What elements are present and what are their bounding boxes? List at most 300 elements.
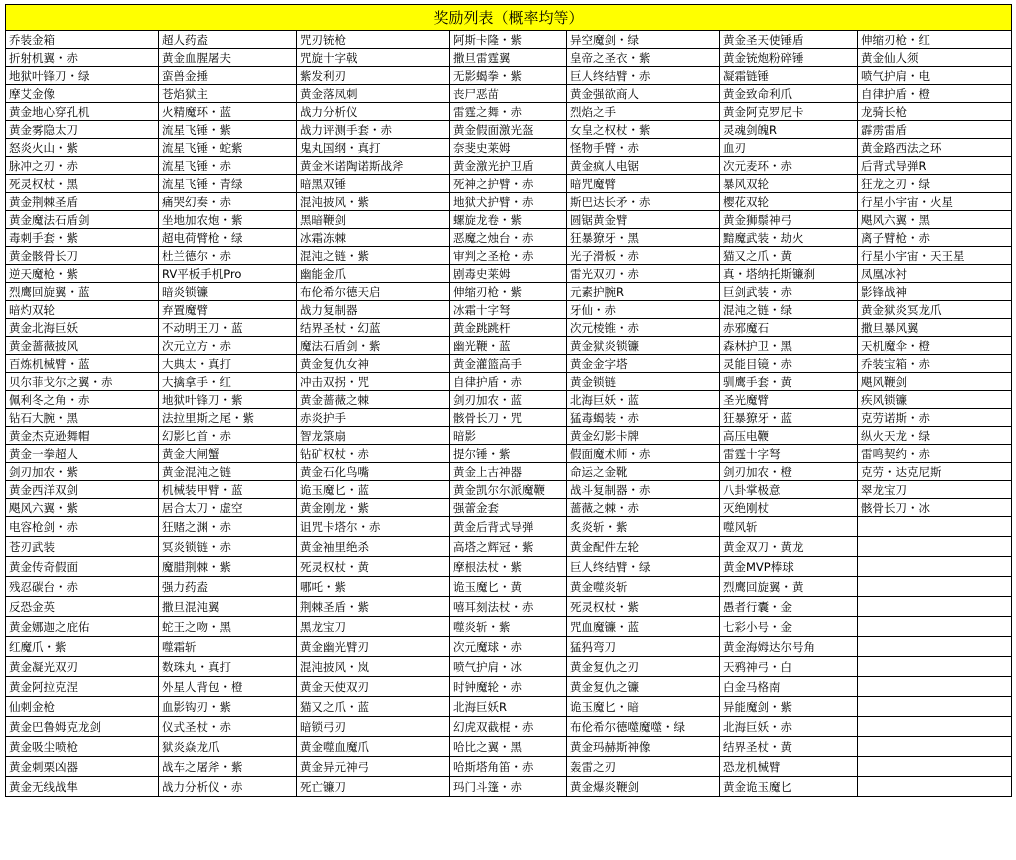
table-cell: 暗咒魔臂: [567, 175, 720, 193]
table-cell: 撒旦混沌翼: [159, 597, 297, 617]
table-cell: 超电荷臂枪・绿: [159, 229, 297, 247]
table-cell: 八卦掌极意: [720, 481, 858, 499]
table-cell: 诡玉魔匕・黄: [450, 577, 567, 597]
table-row: [6, 283, 1012, 301]
table-cell: 战力复制器: [297, 301, 450, 319]
table-cell: 猛犸弯刀: [567, 637, 720, 657]
table-cell: 黄金传奇假面: [6, 557, 159, 577]
table-cell: 黄金西洋双剑: [6, 481, 159, 499]
table-cell: 骸骨长刀・冰: [858, 499, 1012, 517]
table-cell: 魔腊荆棘・紫: [159, 557, 297, 577]
table-cell: 黄金MVP棒球: [720, 557, 858, 577]
table-cell: 外星人背包・橙: [159, 677, 297, 697]
table-cell: 真・塔纳托斯镰刹: [720, 265, 858, 283]
table-cell: 黄金落凤刺: [297, 85, 450, 103]
table-cell: 元素护腕R: [567, 283, 720, 301]
table-cell: 混沌披风・紫: [297, 193, 450, 211]
table-cell: 结界圣杖・黄: [720, 737, 858, 757]
table-cell: 黄金凯尔尔派魔鞭: [450, 481, 567, 499]
table-cell: 坐地加农炮・紫: [159, 211, 297, 229]
reward-table: [5, 4, 1012, 797]
table-cell: 愚者行囊・金: [720, 597, 858, 617]
table-cell: 烈鹰回旋翼・黄: [720, 577, 858, 597]
table-cell: 猫又之爪・黄: [720, 247, 858, 265]
table-row: [6, 637, 1012, 657]
table-cell: 烈焰之手: [567, 103, 720, 121]
table-cell: 飓风六翼・黑: [858, 211, 1012, 229]
table-cell: 黄金刺栗凶器: [6, 757, 159, 777]
table-cell: 黄金娜迦之庇佑: [6, 617, 159, 637]
table-row: [6, 355, 1012, 373]
table-cell: 黄金刚龙・紫: [297, 499, 450, 517]
table-cell: 后背式导弹R: [858, 157, 1012, 175]
table-row: [6, 517, 1012, 537]
table-cell: 森林护卫・黑: [720, 337, 858, 355]
table-cell: 猛毒蝎装・赤: [567, 409, 720, 427]
table-row: [6, 617, 1012, 637]
table-cell: 自律护盾・橙: [858, 85, 1012, 103]
table-row: [6, 445, 1012, 463]
table-cell: 地狱叶锋刀・紫: [159, 391, 297, 409]
table-cell: 鬼丸国纲・真打: [297, 139, 450, 157]
table-cell: 黑暗鞭剑: [297, 211, 450, 229]
table-cell: 黄金狱炎冥龙爪: [858, 301, 1012, 319]
table-cell: [858, 577, 1012, 597]
table-cell: 克劳・达克尼斯: [858, 463, 1012, 481]
table-cell: 无影蝎拳・紫: [450, 67, 567, 85]
table-cell: 狂暴獠牙・蓝: [720, 409, 858, 427]
table-cell: 黄金强欲商人: [567, 85, 720, 103]
table-cell: 异空魔剑・绿: [567, 31, 720, 49]
table-row: [6, 175, 1012, 193]
table-row: [6, 103, 1012, 121]
title-row: [6, 5, 1012, 31]
table-cell: [858, 757, 1012, 777]
table-cell: 黄金天使双刃: [297, 677, 450, 697]
table-row: [6, 373, 1012, 391]
table-cell: 蛮兽金捶: [159, 67, 297, 85]
table-cell: 黄金配件左轮: [567, 537, 720, 557]
table-cell: 暗黑双锤: [297, 175, 450, 193]
table-cell: 黄金激光护卫盾: [450, 157, 567, 175]
table-cell: 剧毒史莱姆: [450, 265, 567, 283]
table-cell: 黄金异元神弓: [297, 757, 450, 777]
table-cell: 克劳诺斯・赤: [858, 409, 1012, 427]
table-cell: 黯魔武装・劫火: [720, 229, 858, 247]
table-cell: 喷气护肩・电: [858, 67, 1012, 85]
table-row: [6, 737, 1012, 757]
table-cell: 反恐金英: [6, 597, 159, 617]
table-cell: 狂暴獠牙・黑: [567, 229, 720, 247]
table-cell: 巨剑武装・赤: [720, 283, 858, 301]
table-cell: 黄金幻影卡牌: [567, 427, 720, 445]
table-cell: 赤邪魔石: [720, 319, 858, 337]
table-cell: 佩利冬之角・赤: [6, 391, 159, 409]
table-cell: 灵魂剑魄R: [720, 121, 858, 139]
table-cell: 黄金荆棘圣盾: [6, 193, 159, 211]
table-cell: 死灵权杖・黄: [297, 557, 450, 577]
table-cell: 驯鹰手套・黄: [720, 373, 858, 391]
table-cell: [858, 657, 1012, 677]
table-cell: 哈比之翼・黑: [450, 737, 567, 757]
table-cell: 审判之圣枪・赤: [450, 247, 567, 265]
table-cell: 贝尔菲戈尔之翼・赤: [6, 373, 159, 391]
table-cell: 布伦希尔德天启: [297, 283, 450, 301]
table-cell: 数珠丸・真打: [159, 657, 297, 677]
table-cell: 咒刃铳枪: [297, 31, 450, 49]
table-cell: RV平板手机Pro: [159, 265, 297, 283]
table-row: [6, 777, 1012, 797]
table-row: [6, 337, 1012, 355]
table-cell: 龙骑长枪: [858, 103, 1012, 121]
table-cell: 混沌之链・绿: [720, 301, 858, 319]
table-cell: 怒炎火山・紫: [6, 139, 159, 157]
table-cell: 苍焰狱主: [159, 85, 297, 103]
table-cell: 高塔之辉冠・紫: [450, 537, 567, 557]
table-cell: 结界圣杖・幻蓝: [297, 319, 450, 337]
table-cell: 雷鸣契约・赤: [858, 445, 1012, 463]
table-cell: 乔装金箱: [6, 31, 159, 49]
table-cell: 牙仙・赤: [567, 301, 720, 319]
table-cell: 黄金北海巨妖: [6, 319, 159, 337]
table-cell: 诡玉魔匕・蓝: [297, 481, 450, 499]
table-row: [6, 229, 1012, 247]
table-cell: 黄金幽光臂刃: [297, 637, 450, 657]
table-row: [6, 557, 1012, 577]
table-cell: 黄金灌篮高手: [450, 355, 567, 373]
table-row: [6, 409, 1012, 427]
table-cell: 大擒拿手・红: [159, 373, 297, 391]
table-cell: 电容枪剑・赤: [6, 517, 159, 537]
table-cell: 荆棘圣盾・紫: [297, 597, 450, 617]
table-row: [6, 319, 1012, 337]
table-cell: 奈斐史莱姆: [450, 139, 567, 157]
table-row: [6, 193, 1012, 211]
table-cell: 幽光鞭・蓝: [450, 337, 567, 355]
table-cell: 圆锯黄金臂: [567, 211, 720, 229]
table-row: [6, 157, 1012, 175]
table-title: 奖励列表（概率均等）: [6, 5, 1012, 31]
table-cell: 圣光魔臂: [720, 391, 858, 409]
table-cell: 炙炎斩・紫: [567, 517, 720, 537]
table-cell: 灵能目镜・赤: [720, 355, 858, 373]
table-cell: 折射机翼・赤: [6, 49, 159, 67]
table-cell: 战力分析仪・赤: [159, 777, 297, 797]
table-cell: 居合太刀・虚空: [159, 499, 297, 517]
table-cell: 怪物手臂・赤: [567, 139, 720, 157]
table-cell: 剑刃加农・紫: [6, 463, 159, 481]
table-cell: 黄金复仇女神: [297, 355, 450, 373]
table-row: [6, 391, 1012, 409]
table-cell: 乔装宝箱・赤: [858, 355, 1012, 373]
table-cell: 剑刃加农・橙: [720, 463, 858, 481]
table-row: [6, 31, 1012, 49]
table-row: [6, 211, 1012, 229]
table-cell: 黄金袖里绝杀: [297, 537, 450, 557]
table-cell: 摩根法杖・紫: [450, 557, 567, 577]
table-cell: 北海巨妖・赤: [720, 717, 858, 737]
table-cell: 紫发利刃: [297, 67, 450, 85]
table-cell: [858, 677, 1012, 697]
table-cell: 离子臂枪・赤: [858, 229, 1012, 247]
table-cell: 黄金诡玉魔匕: [720, 777, 858, 797]
table-cell: 黄金金字塔: [567, 355, 720, 373]
table-cell: 智龙箓扇: [297, 427, 450, 445]
table-cell: 飓风鞭剑: [858, 373, 1012, 391]
table-cell: 黄金雾隐太刀: [6, 121, 159, 139]
table-cell: 剑刃加农・蓝: [450, 391, 567, 409]
table-cell: 布伦希尔德噬魔噬・绿: [567, 717, 720, 737]
table-cell: 黄金假面激光盔: [450, 121, 567, 139]
table-cell: 樱花双轮: [720, 193, 858, 211]
table-cell: 黄金疯人电锯: [567, 157, 720, 175]
table-row: [6, 577, 1012, 597]
table-cell: 狂赌之渊・赤: [159, 517, 297, 537]
table-cell: 黄金爆炎鞭剑: [567, 777, 720, 797]
table-cell: 撒旦暴风翼: [858, 319, 1012, 337]
table-cell: 黄金大闸蟹: [159, 445, 297, 463]
table-cell: 地狱犬护臂・赤: [450, 193, 567, 211]
table-row: [6, 121, 1012, 139]
table-row: [6, 463, 1012, 481]
table-cell: 黄金复仇之刃: [567, 657, 720, 677]
table-cell: 黄金一拳超人: [6, 445, 159, 463]
table-cell: 机械装甲臂・蓝: [159, 481, 297, 499]
table-cell: 黄金噬血魔爪: [297, 737, 450, 757]
table-cell: 黄金无线战隼: [6, 777, 159, 797]
table-cell: [858, 517, 1012, 537]
table-cell: 北海巨妖・蓝: [567, 391, 720, 409]
table-cell: 黄金铳炮粉碎锤: [720, 49, 858, 67]
table-row: [6, 677, 1012, 697]
table-row: [6, 537, 1012, 557]
table-cell: 撒旦雷霆翼: [450, 49, 567, 67]
table-cell: 脉冲之刃・赤: [6, 157, 159, 175]
table-cell: [858, 617, 1012, 637]
table-cell: 流星飞锤・青绿: [159, 175, 297, 193]
reward-table-body: [6, 31, 1012, 797]
table-cell: 黄金玛赫斯神像: [567, 737, 720, 757]
table-cell: 钻矿权杖・赤: [297, 445, 450, 463]
table-cell: 黄金米诺陶诺斯战斧: [297, 157, 450, 175]
table-cell: 命运之金靴: [567, 463, 720, 481]
table-cell: 巨人终结臂・绿: [567, 557, 720, 577]
table-row: [6, 85, 1012, 103]
table-cell: 猫又之爪・蓝: [297, 697, 450, 717]
table-cell: 轰雷之刃: [567, 757, 720, 777]
table-cell: [858, 597, 1012, 617]
table-cell: 蛇王之吻・黑: [159, 617, 297, 637]
table-cell: 女皇之权杖・紫: [567, 121, 720, 139]
table-cell: 阿斯卡隆・紫: [450, 31, 567, 49]
table-cell: 战力评测手套・赤: [297, 121, 450, 139]
table-cell: 暗炎锁镰: [159, 283, 297, 301]
table-cell: 次元棱锥・赤: [567, 319, 720, 337]
table-cell: 诅咒卡塔尔・赤: [297, 517, 450, 537]
table-cell: 伸缩刃枪・紫: [450, 283, 567, 301]
table-cell: [858, 777, 1012, 797]
table-cell: 百炼机械臂・蓝: [6, 355, 159, 373]
table-cell: 噬炎斩・紫: [450, 617, 567, 637]
table-cell: 黄金海姆达尔号角: [720, 637, 858, 657]
table-cell: 噬风斩: [720, 517, 858, 537]
table-cell: 冰霜冻棘: [297, 229, 450, 247]
table-cell: 血刃: [720, 139, 858, 157]
table-cell: 骸骨长刀・咒: [450, 409, 567, 427]
table-cell: 翠龙宝刀: [858, 481, 1012, 499]
table-cell: 幽能金爪: [297, 265, 450, 283]
table-cell: 黄金地心穿孔机: [6, 103, 159, 121]
table-cell: 混沌之链・紫: [297, 247, 450, 265]
table-cell: 黄金混沌之链: [159, 463, 297, 481]
table-cell: 黄金复仇之镰: [567, 677, 720, 697]
table-cell: 行星小宇宙・天王星: [858, 247, 1012, 265]
table-cell: 黄金狱炎锁镰: [567, 337, 720, 355]
table-cell: 狂龙之刃・绿: [858, 175, 1012, 193]
table-cell: 残忍碳台・赤: [6, 577, 159, 597]
table-cell: 暗影: [450, 427, 567, 445]
table-cell: 巨人终结臂・赤: [567, 67, 720, 85]
table-row: [6, 499, 1012, 517]
table-cell: 强蕾金套: [450, 499, 567, 517]
table-cell: 流星飞锤・赤: [159, 157, 297, 175]
table-cell: 黄金石化鸟嘴: [297, 463, 450, 481]
table-cell: 黄金杰克逊舞帽: [6, 427, 159, 445]
table-cell: 假面魔术师・赤: [567, 445, 720, 463]
table-cell: 死亡镰刀: [297, 777, 450, 797]
table-row: [6, 597, 1012, 617]
table-cell: 凤凰冰衬: [858, 265, 1012, 283]
table-cell: 战斗复制器・赤: [567, 481, 720, 499]
table-cell: 战车之屠斧・紫: [159, 757, 297, 777]
table-cell: 螺旋龙卷・紫: [450, 211, 567, 229]
table-cell: 摩艾金像: [6, 85, 159, 103]
table-cell: 幻虎双截棍・赤: [450, 717, 567, 737]
table-row: [6, 265, 1012, 283]
table-cell: 法拉里斯之尾・紫: [159, 409, 297, 427]
table-cell: 烈鹰回旋翼・蓝: [6, 283, 159, 301]
table-cell: [858, 717, 1012, 737]
table-cell: 喷气护肩・冰: [450, 657, 567, 677]
table-cell: [858, 557, 1012, 577]
table-cell: 黄金跳跳杆: [450, 319, 567, 337]
table-cell: 暗锁弓刃: [297, 717, 450, 737]
table-cell: 雷霆十字弩: [720, 445, 858, 463]
table-cell: 哈斯塔角笛・赤: [450, 757, 567, 777]
table-cell: [858, 737, 1012, 757]
table-cell: 黄金狮鬃神弓: [720, 211, 858, 229]
table-cell: 黄金阿克罗尼卡: [720, 103, 858, 121]
table-cell: 哪吒・紫: [297, 577, 450, 597]
table-cell: 逆天魔枪・紫: [6, 265, 159, 283]
table-cell: 黄金路西法之环: [858, 139, 1012, 157]
table-cell: 黄金魔法石盾剑: [6, 211, 159, 229]
table-cell: 战力分析仪: [297, 103, 450, 121]
table-cell: 红魔爪・紫: [6, 637, 159, 657]
table-cell: 黄金阿拉克涅: [6, 677, 159, 697]
table-cell: 毒刺手套・紫: [6, 229, 159, 247]
table-row: [6, 247, 1012, 265]
table-cell: 自律护盾・赤: [450, 373, 567, 391]
table-cell: 时钟魔轮・赤: [450, 677, 567, 697]
table-cell: 死灵权杖・黑: [6, 175, 159, 193]
table-cell: [858, 537, 1012, 557]
table-row: [6, 717, 1012, 737]
table-cell: 黄金巴鲁姆克龙剑: [6, 717, 159, 737]
table-cell: 雷光双刃・赤: [567, 265, 720, 283]
table-cell: 纵火天龙・绿: [858, 427, 1012, 445]
table-cell: 黄金双刀・黄龙: [720, 537, 858, 557]
table-cell: 流星飞锤・蛇紫: [159, 139, 297, 157]
table-cell: 恐龙机械臂: [720, 757, 858, 777]
table-cell: 冲击双拐・咒: [297, 373, 450, 391]
table-cell: 伸缩刃枪・红: [858, 31, 1012, 49]
table-cell: 冰霜十字弩: [450, 301, 567, 319]
table-cell: 流星飞锤・紫: [159, 121, 297, 139]
table-cell: 次元魔球・赤: [450, 637, 567, 657]
table-cell: 咒旋十字戟: [297, 49, 450, 67]
table-cell: 弃置魔臂: [159, 301, 297, 319]
table-cell: 仪式圣杖・赤: [159, 717, 297, 737]
table-cell: 地狱叶锋刀・绿: [6, 67, 159, 85]
table-cell: 疾风锁镰: [858, 391, 1012, 409]
table-cell: 混沌披风・岚: [297, 657, 450, 677]
table-cell: [858, 697, 1012, 717]
table-row: [6, 427, 1012, 445]
table-cell: 黄金蔷薇披风: [6, 337, 159, 355]
table-cell: 死灵权杖・紫: [567, 597, 720, 617]
table-cell: 暗灼双轮: [6, 301, 159, 319]
table-cell: 白金马格南: [720, 677, 858, 697]
table-cell: 幻影匕首・赤: [159, 427, 297, 445]
table-cell: 黄金致命利爪: [720, 85, 858, 103]
table-cell: 光子滑板・赤: [567, 247, 720, 265]
table-cell: 天机魔伞・橙: [858, 337, 1012, 355]
table-row: [6, 139, 1012, 157]
table-cell: 北海巨妖R: [450, 697, 567, 717]
table-cell: 仙刺金枪: [6, 697, 159, 717]
table-row: [6, 301, 1012, 319]
table-cell: 飓风六翼・紫: [6, 499, 159, 517]
table-cell: 冥炎锁链・赤: [159, 537, 297, 557]
table-cell: 黄金凝光双刃: [6, 657, 159, 677]
table-cell: 魔法石盾剑・紫: [297, 337, 450, 355]
table-cell: 黄金上古神器: [450, 463, 567, 481]
table-row: [6, 67, 1012, 85]
table-row: [6, 757, 1012, 777]
table-cell: 皇帝之圣衣・紫: [567, 49, 720, 67]
table-cell: 狱炎焱龙爪: [159, 737, 297, 757]
table-cell: 玛门斗篷・赤: [450, 777, 567, 797]
table-cell: 杜兰德尔・赤: [159, 247, 297, 265]
table-cell: 血影钩刃・紫: [159, 697, 297, 717]
table-cell: 嘻耳刻法杖・赤: [450, 597, 567, 617]
table-cell: 凝霜链锤: [720, 67, 858, 85]
table-cell: 黄金吸尘喷枪: [6, 737, 159, 757]
table-cell: [858, 637, 1012, 657]
table-cell: 霹雳雷盾: [858, 121, 1012, 139]
table-cell: 超人药盍: [159, 31, 297, 49]
table-cell: 诡玉魔匕・暗: [567, 697, 720, 717]
table-cell: 雷霆之舞・赤: [450, 103, 567, 121]
table-cell: 噬霜斩: [159, 637, 297, 657]
table-cell: 强力药盍: [159, 577, 297, 597]
table-cell: 天鸦神弓・白: [720, 657, 858, 677]
table-cell: 黑龙宝刀: [297, 617, 450, 637]
table-cell: 钻石大腕・黑: [6, 409, 159, 427]
table-cell: 暴风双轮: [720, 175, 858, 193]
table-cell: 黄金血腥屠夫: [159, 49, 297, 67]
